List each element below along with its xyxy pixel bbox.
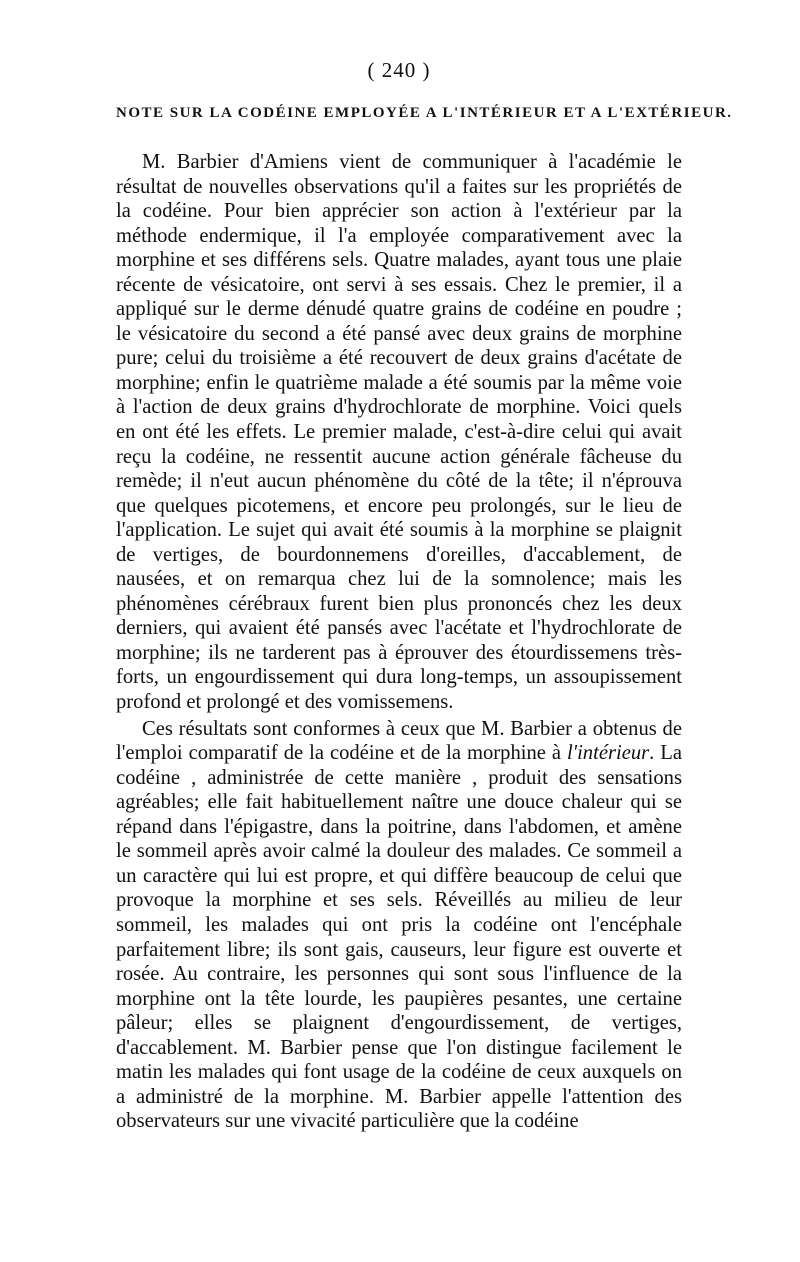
paragraph-2-emphasis: l'intérieur <box>566 742 650 765</box>
paragraph-2-end: . La codéine , administrée de cette manière , produit des sensations agréables; elle fait habituellement naître une douce chaleur qui se répand dans l'épigastre, dans la poitrine, dans l'abdomen, et amène le sommeil après avoir calmé la douleur des malades. Ce sommeil a un caractère qui lui est propre, et qui diffère beaucoup de celui que provoque la morphine et ses sels. Réveillés au milieu de leur sommeil, les malades qui ont pris la codéine ont l'encéphale parfaitement libre; ils sont gais, causeurs, leur figure est ouverte et rosée. Au contraire, les personnes qui sont sous l'influence de la morphine ont la tête lourde, les paupières pesantes, une certaine pâleur; elles se plaignent d'engourdissement, de vertiges, d'accablement. M. Barbier pense que l'on distingue facilement le matin les malades qui font usage de la codéine de ceux auxquels on a administré de la morphine. M. Barbier appelle l'attention des observateurs sur une vivacité particulière que la codéine <box>116 742 682 1133</box>
paragraph-2 <box>116 717 682 1134</box>
page-number: ( 240 ) <box>367 58 431 82</box>
paragraph-1: M. Barbier d'Amiens vient de communiquer à l'académie le résultat de nouvelles observations qu'il a faites sur les propriétés de la codéine. Pour bien apprécier son action à l'extérieur par la méthode endermique, il l'a employée comparativement avec la morphine et ses différens sels. Quatre malades, ayant tous une plaie récente de vésicatoire, ont servi à ses essais. Chez le premier, il a appliqué sur le derme dénudé quatre grains de codéine en poudre ; le vésicatoire du second a été pansé avec deux grains de morphine pure; celui du troisième a été recouvert de deux grains d'acétate de morphine; enfin le quatrième malade a été soumis par la même voie à l'action de deux grains d'hydrochlorate de morphine. Voici quels en ont été les effets. Le premier malade, c'est-à-dire celui qui avait reçu la codéine, ne ressentit aucune action générale fâcheuse du remède; il n'eut aucun phénomène du côté de la tête; il n'éprouva que quelques picotemens, et encore peu prolongés, sur le lieu de l'application. Le sujet qui avait été soumis à la morphine se plaignit de vertiges, de bourdonnemens d'oreilles, d'accablement, de nausées, et on remarqua chez lui de la somnolence; mais les phénomènes cérébraux furent bien plus prononcés chez les deux derniers, qui avaient été pansés avec l'acétate et l'hydrochlorate de morphine; ils ne tarderent pas à éprouver des étourdissemens très-forts, un engourdissement qui dura long-temps, un assoupissement profond et prolongé et des vomissemens. <box>116 151 682 714</box>
article-title: NOTE SUR LA CODÉINE EMPLOYÉE A L'INTÉRIEUR ET A L'EXTÉRIEUR. <box>116 105 733 121</box>
document-page <box>116 58 733 1134</box>
paragraph-2-start: Ces résultats sont conformes à ceux que M. Barbier a obtenus de l'emploi comparatif de la codéine et de la morphine à <box>116 717 682 765</box>
